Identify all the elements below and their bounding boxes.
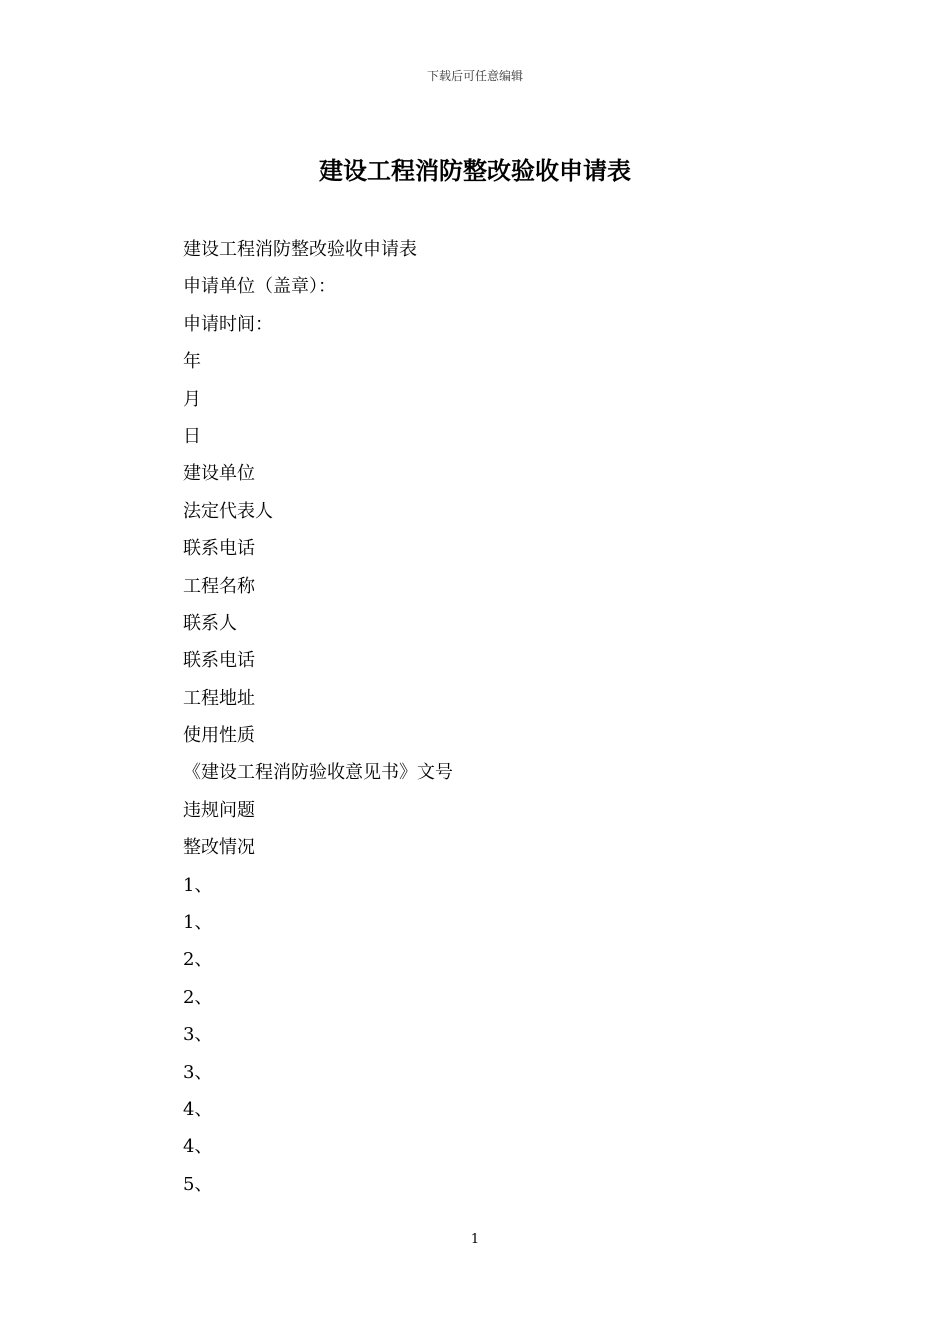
field-label-project-address: 工程地址 bbox=[183, 687, 255, 709]
field-label-project-name: 工程名称 bbox=[183, 575, 255, 597]
list-item: 1、 bbox=[183, 874, 213, 896]
field-label-contact-person: 联系人 bbox=[183, 612, 237, 634]
field-label-construction-unit: 建设单位 bbox=[183, 463, 255, 485]
list-item: 4、 bbox=[183, 1098, 213, 1120]
field-label-contact-phone-2: 联系电话 bbox=[183, 650, 255, 672]
field-label-opinion-document-number: 《建设工程消防验收意见书》文号 bbox=[183, 762, 453, 784]
field-label-day: 日 bbox=[183, 425, 201, 447]
field-label-year: 年 bbox=[183, 351, 201, 373]
form-field-list bbox=[183, 231, 783, 1203]
form-subtitle: 建设工程消防整改验收申请表 bbox=[183, 239, 417, 260]
list-item: 4、 bbox=[183, 1136, 213, 1158]
field-label-rectification-status: 整改情况 bbox=[183, 837, 255, 859]
list-item: 2、 bbox=[183, 986, 213, 1008]
list-item: 5、 bbox=[183, 1173, 213, 1195]
field-label-violation-issues: 违规问题 bbox=[183, 799, 255, 821]
list-item: 2、 bbox=[183, 949, 213, 971]
list-item: 1、 bbox=[183, 912, 213, 934]
list-item: 3、 bbox=[183, 1024, 213, 1046]
header-note: 下载后可任意编辑 bbox=[426, 69, 523, 83]
field-label-month: 月 bbox=[183, 388, 201, 410]
document-title: 建设工程消防整改验收申请表 bbox=[319, 156, 631, 185]
field-label-application-time: 申请时间： bbox=[183, 313, 273, 335]
page-number: 1 bbox=[470, 1232, 480, 1247]
list-item: 3、 bbox=[183, 1061, 213, 1083]
field-label-usage-nature: 使用性质 bbox=[183, 725, 255, 747]
field-label-contact-phone: 联系电话 bbox=[183, 538, 255, 560]
field-label-legal-representative: 法定代表人 bbox=[183, 500, 273, 522]
field-label-applicant-unit: 申请单位（盖章）： bbox=[183, 276, 336, 298]
